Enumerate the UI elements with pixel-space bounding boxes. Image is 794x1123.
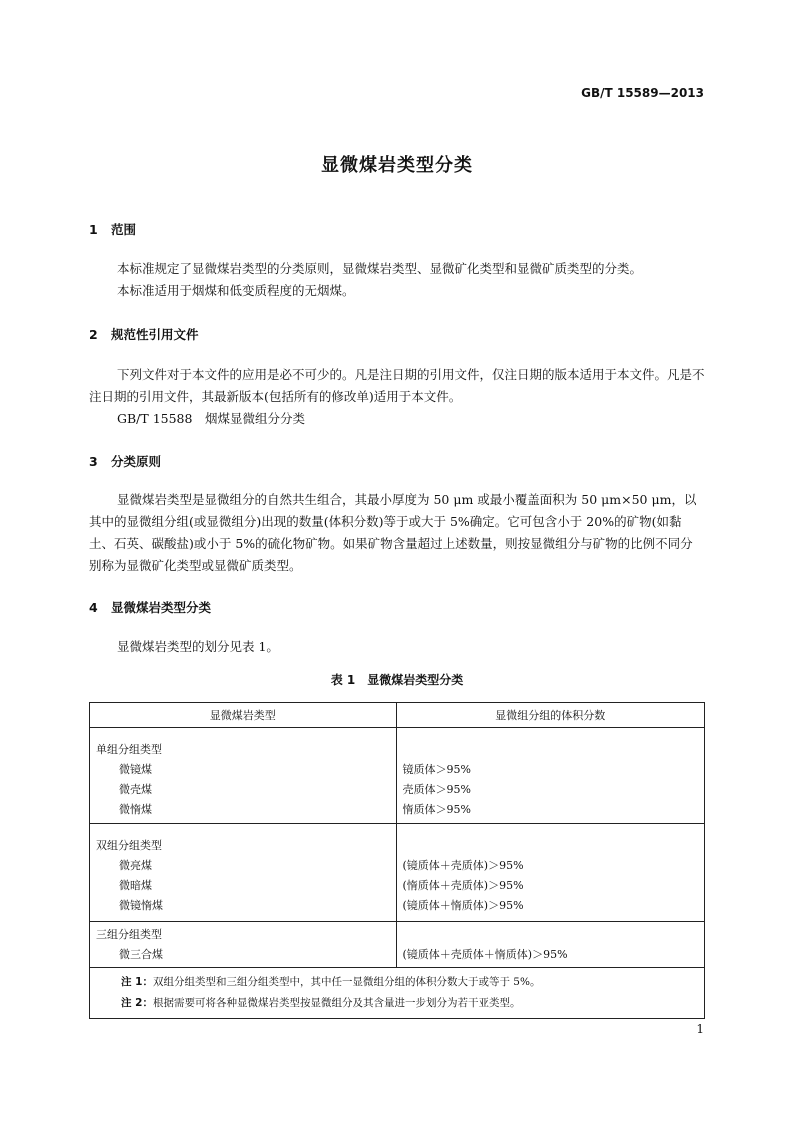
table-note: 注 1：双组分组类型和三组分组类型中，其中任一显微组分组的体积分数大于或等于 5%。 [121, 976, 541, 988]
section-4-paragraph-1: 显微煤岩类型的划分见表 1。 [117, 639, 279, 654]
section-heading-3: 3 分类原则 [89, 454, 162, 469]
group-cell [90, 922, 397, 968]
section-1-paragraph-2: 本标准适用于烟煤和低变质程度的无烟煤。 [117, 283, 355, 298]
document-title: 显微煤岩类型分类 [321, 155, 473, 176]
group-title: 三组分组类型 [96, 928, 162, 941]
section-heading-4: 4 显微煤岩类型分类 [89, 600, 212, 615]
group-cell [90, 728, 397, 824]
type-value: (惰质体＋壳质体)＞95% [402, 879, 524, 892]
type-value: (镜质体＋壳质体)＞95% [402, 859, 524, 872]
table-notes-row [90, 968, 705, 1019]
value-cell [396, 824, 705, 922]
section-2-paragraph-1: 下列文件对于本文件的应用是必不可少的。凡是注日期的引用文件，仅注日期的版本适用于本文件。凡是不注日期的引用文件，其最新版本(包括所有的修改单)适用于本文件。 [89, 367, 705, 404]
type-name: 微镜煤 [119, 763, 152, 776]
section-1-paragraph-1: 本标准规定了显微煤岩类型的分类原则，显微煤岩类型、显微矿化类型和显微矿质类型的分类。 [117, 261, 643, 276]
type-name: 微惰煤 [119, 803, 152, 816]
type-name: 微亮煤 [119, 859, 152, 872]
type-name: 微三合煤 [119, 948, 163, 961]
type-value: (镜质体＋惰质体)＞95% [402, 899, 524, 912]
group-cell [90, 824, 397, 922]
value-cell [396, 728, 705, 824]
type-name: 微暗煤 [119, 879, 152, 892]
table-header-row [90, 703, 705, 728]
type-name: 微壳煤 [119, 783, 152, 796]
section-2-reference: GB/T 15588 烟煤显微组分分类 [117, 411, 305, 426]
type-name: 微镜惰煤 [119, 899, 163, 912]
table-row [90, 922, 705, 968]
table-header-cell: 显微组分组的体积分数 [396, 703, 705, 728]
classification-table [89, 702, 705, 1019]
type-value: (镜质体＋壳质体＋惰质体)＞95% [402, 948, 568, 961]
section-heading-1: 1 范围 [89, 222, 137, 237]
section-heading-2: 2 规范性引用文件 [89, 327, 199, 342]
standard-number: GB/T 15589—2013 [581, 86, 704, 100]
type-value: 镜质体＞95% [402, 763, 471, 776]
table-notes [90, 968, 705, 1019]
page-number: 1 [696, 1022, 704, 1036]
value-cell [396, 922, 705, 968]
table-caption: 表 1 显微煤岩类型分类 [330, 673, 464, 687]
table-header-cell: 显微煤岩类型 [90, 703, 397, 728]
table-row [90, 728, 705, 824]
type-value: 壳质体＞95% [402, 783, 471, 796]
type-value: 惰质体＞95% [402, 803, 471, 816]
group-title: 双组分组类型 [96, 839, 162, 852]
section-3-paragraph-1: 显微煤岩类型是显微组分的自然共生组合，其最小厚度为 50 μm 或最小覆盖面积为 50 μm×50 μm，以其中的显微组分组(或显微组分)出现的数量(体积分数)等于或大于 5%确定。它可包含小于 20%的矿物(如黏土、石英、碳酸盐)或小于 5%的硫化物矿物。如果矿物含量超过上述数量，则按显微组分与矿物的比例不同分别称为显微矿化类型或显微矿质类型。 [89, 492, 697, 573]
group-title: 单组分组类型 [96, 743, 162, 756]
table-note: 注 2：根据需要可将各种显微煤岩类型按显微组分及其含量进一步划分为若干亚类型。 [121, 997, 521, 1009]
table-row [90, 824, 705, 922]
